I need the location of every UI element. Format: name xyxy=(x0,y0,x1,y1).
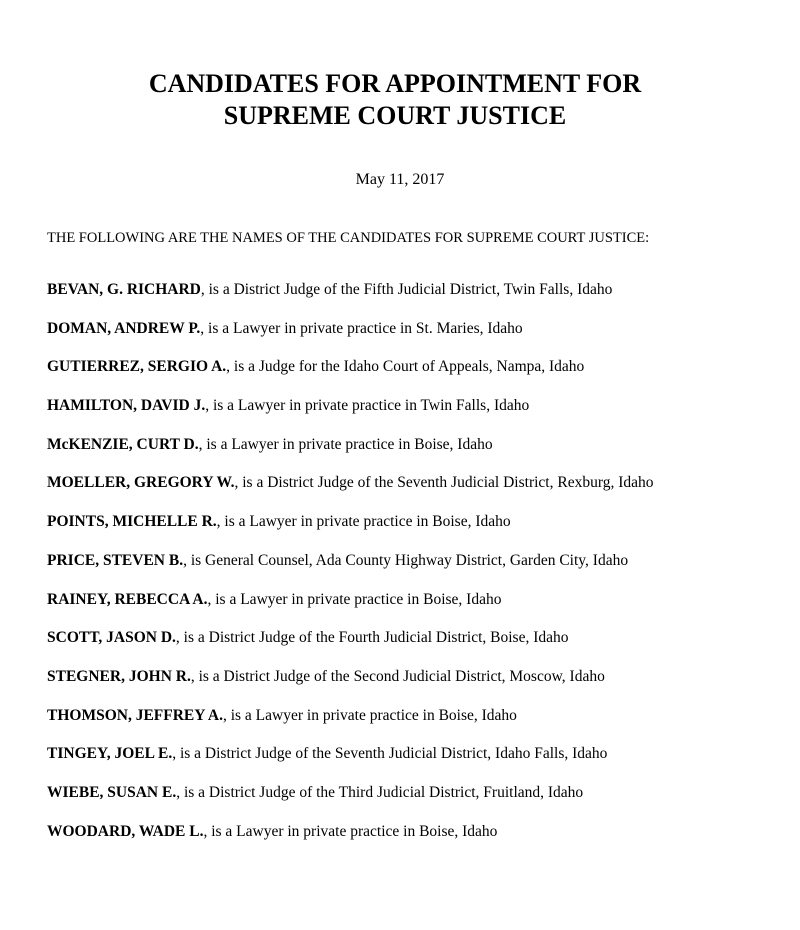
candidate-description: , is General Counsel, Ada County Highway District, Garden City, Idaho xyxy=(183,551,629,569)
candidate-description: , is a Lawyer in private practice in Twin Falls, Idaho xyxy=(205,397,530,415)
candidate-description: , is a Lawyer in private practice in Boise, Idaho xyxy=(207,590,502,608)
candidate-item xyxy=(47,822,654,861)
document-date: May 11, 2017 xyxy=(355,171,445,188)
candidate-name: SCOTT, JASON D. xyxy=(47,629,176,647)
candidate-description: , is a District Judge of the Third Judicial District, Fruitland, Idaho xyxy=(176,783,584,801)
candidate-description: , is a Lawyer in private practice in Boise, Idaho xyxy=(222,706,517,724)
candidate-list xyxy=(47,280,654,860)
candidate-item xyxy=(47,667,654,706)
candidate-item xyxy=(47,435,654,474)
title-line-1: CANDIDATES FOR APPOINTMENT FOR xyxy=(148,69,642,98)
candidate-name: THOMSON, JEFFREY A. xyxy=(47,706,223,724)
candidate-description: , is a District Judge of the Second Judicial District, Moscow, Idaho xyxy=(190,667,605,685)
candidate-name: TINGEY, JOEL E. xyxy=(47,745,173,763)
intro-text: THE FOLLOWING ARE THE NAMES OF THE CANDIDATES FOR SUPREME COURT JUSTICE: xyxy=(47,230,650,246)
candidate-description: , is a Lawyer in private practice in Boise, Idaho xyxy=(198,435,493,453)
candidate-description: , is a Lawyer in private practice in St. Maries, Idaho xyxy=(200,319,523,337)
candidate-item xyxy=(47,783,654,822)
candidate-name: PRICE, STEVEN B. xyxy=(47,551,184,569)
candidate-name: McKENZIE, CURT D. xyxy=(47,435,199,453)
candidate-item xyxy=(47,628,654,667)
candidate-item xyxy=(47,706,654,745)
candidate-description: , is a Judge for the Idaho Court of Appeals, Nampa, Idaho xyxy=(226,358,585,376)
candidate-name: BEVAN, G. RICHARD xyxy=(47,281,201,298)
candidate-item xyxy=(47,357,654,396)
candidate-description: , is a Lawyer in private practice in Boise, Idaho xyxy=(216,513,511,531)
candidate-name: DOMAN, ANDREW P. xyxy=(47,319,201,337)
candidate-item xyxy=(47,590,654,629)
candidate-description: , is a District Judge of the Fifth Judicial District, Twin Falls, Idaho xyxy=(200,281,613,298)
candidate-name: WOODARD, WADE L. xyxy=(47,822,204,840)
candidate-name: HAMILTON, DAVID J. xyxy=(47,397,206,415)
candidate-item xyxy=(47,319,654,358)
candidate-name: WIEBE, SUSAN E. xyxy=(47,783,177,801)
candidate-description: , is a District Judge of the Seventh Judicial District, Idaho Falls, Idaho xyxy=(172,745,608,763)
candidate-name: STEGNER, JOHN R. xyxy=(47,667,191,685)
candidate-name: POINTS, MICHELLE R. xyxy=(47,513,217,531)
candidate-item xyxy=(47,512,654,551)
candidate-item xyxy=(47,396,654,435)
candidate-item xyxy=(47,280,654,319)
candidate-item xyxy=(47,744,654,783)
candidate-item xyxy=(47,551,654,590)
candidate-name: MOELLER, GREGORY W. xyxy=(47,474,235,492)
candidate-description: , is a District Judge of the Seventh Judicial District, Rexburg, Idaho xyxy=(234,474,654,492)
title-line-2: SUPREME COURT JUSTICE xyxy=(223,101,567,130)
page-title xyxy=(0,68,790,132)
candidate-description: , is a District Judge of the Fourth Judicial District, Boise, Idaho xyxy=(175,629,569,647)
candidate-name: RAINEY, REBECCA A. xyxy=(47,590,208,608)
candidate-description: , is a Lawyer in private practice in Boise, Idaho xyxy=(203,822,498,840)
candidate-name: GUTIERREZ, SERGIO A. xyxy=(47,358,227,376)
candidate-item xyxy=(47,473,654,512)
